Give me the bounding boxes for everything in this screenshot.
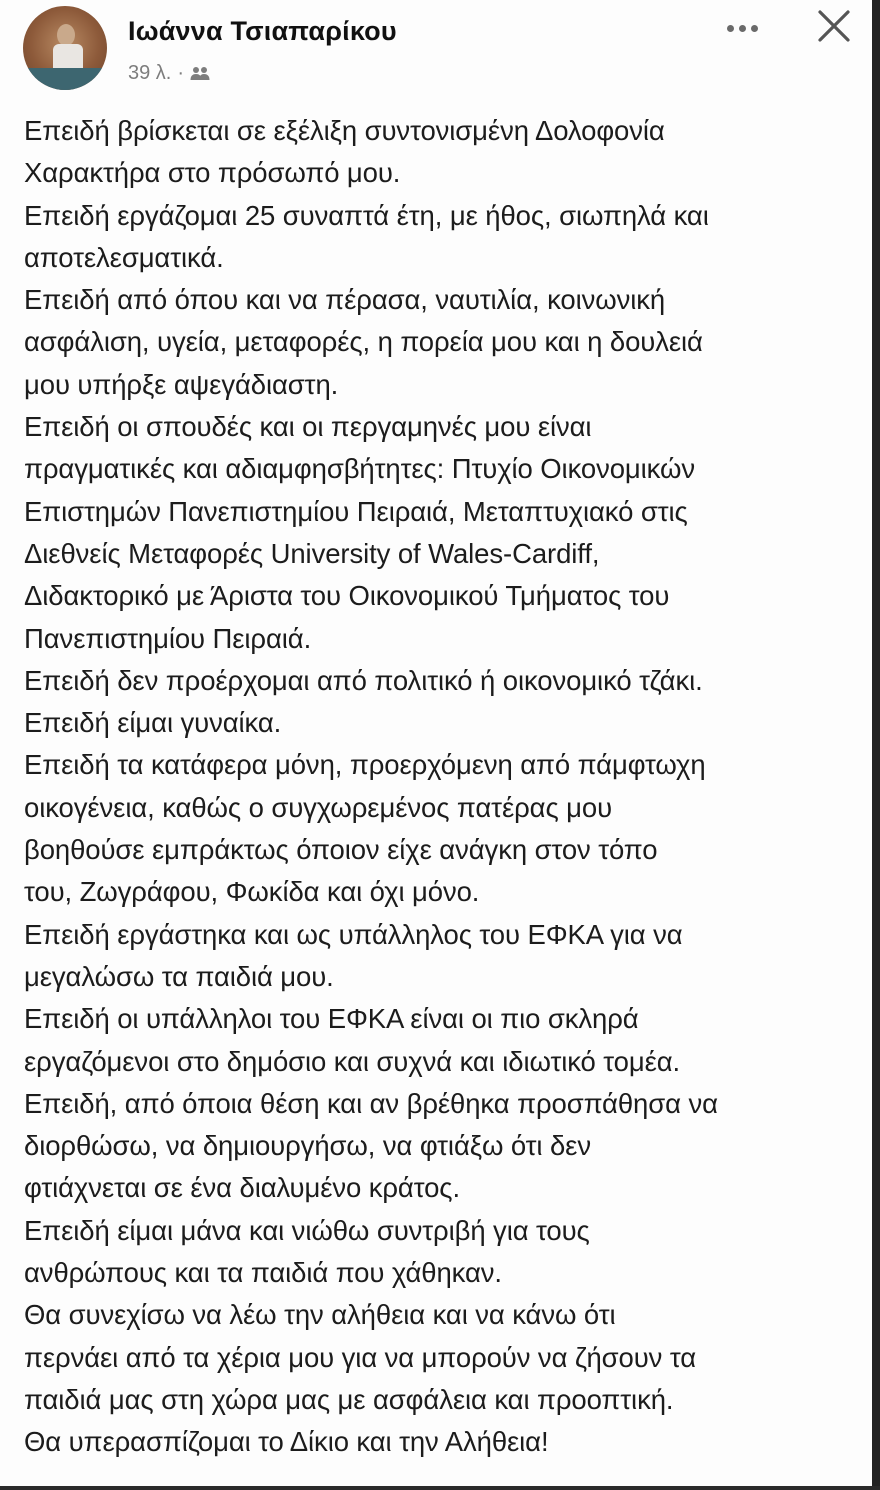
- avatar-desk-shape: [23, 68, 107, 90]
- post-text-line: πραγματικές και αδιαμφησβήτητες: Πτυχίο Οικονομικών: [24, 453, 696, 485]
- post-text-line: φτιάχνεται σε ένα διαλυμένο κράτος.: [24, 1172, 460, 1204]
- author-avatar[interactable]: [23, 6, 107, 90]
- post-text-line: διορθώσω, να δημιουργήσω, να φτιάξω ότι δεν: [24, 1130, 591, 1162]
- post-text-line: ασφάλιση, υγεία, μεταφορές, η πορεία μου και η δουλειά: [24, 326, 703, 358]
- window-edge-right: [872, 0, 880, 1490]
- more-horizontal-icon-dot: [751, 25, 758, 32]
- more-options-button[interactable]: [718, 18, 766, 38]
- post-text-line: Επειδή από όπου και να πέρασα, ναυτιλία, κοινωνική: [24, 284, 666, 316]
- post-text-line: παιδιά μας στη χώρα μας με ασφάλεια και προοπτική.: [24, 1383, 674, 1415]
- avatar-head-shape: [57, 24, 75, 46]
- post-text-line: αποτελεσματικά.: [24, 241, 224, 273]
- post-text-line: ανθρώπους και τα παιδιά που χάθηκαν.: [24, 1257, 502, 1289]
- post-text-line: εργαζόμενοι στο δημόσιο και συχνά και ιδιωτικό τομέα.: [24, 1045, 681, 1077]
- post-text-line: Χαρακτήρα στο πρόσωπό μου.: [24, 157, 401, 189]
- more-horizontal-icon-dot: [727, 25, 734, 32]
- post-text-line: Επειδή οι υπάλληλοι του ΕΦΚΑ είναι οι πιο σκληρά: [24, 1003, 639, 1035]
- meta-separator: ·: [177, 62, 185, 84]
- post-text-line: βοηθούσε εμπράκτως όποιον είχε ανάγκη στον τόπο: [24, 834, 658, 866]
- post-text-line: Διεθνείς Μεταφορές University of Wales-Cardiff,: [24, 537, 600, 569]
- post-text-line: Πανεπιστημίου Πειραιά.: [24, 622, 312, 654]
- post-text-line: μεγαλώσω τα παιδιά μου.: [24, 960, 334, 992]
- post-meta: [128, 62, 210, 85]
- post-text-line: Επειδή είμαι γυναίκα.: [24, 707, 282, 739]
- author-name[interactable]: Ιωάννα Τσιαπαρίκου: [128, 16, 397, 46]
- post-text-line: Διδακτορικό με Άριστα του Οικονομικού Τμήματος του: [24, 580, 670, 612]
- post-text-line: του, Ζωγράφου, Φωκίδα και όχι μόνο.: [24, 876, 480, 908]
- post-text-line: Επειδή οι σπουδές και οι περγαμηνές μου είναι: [24, 411, 592, 443]
- post-body-text: [24, 110, 854, 1464]
- post-text-line: Θα συνεχίσω να λέω την αλήθεια και να κάνω ότι: [24, 1299, 616, 1331]
- post-timestamp[interactable]: 39 λ.: [128, 62, 172, 84]
- post-text-line: περνάει από τα χέρια μου για να μπορούν να ζήσουν τα: [24, 1341, 697, 1373]
- close-icon: [812, 6, 856, 46]
- close-button[interactable]: [812, 6, 856, 46]
- post-text-line: μου υπήρξε αψεγάδιαστη.: [24, 368, 339, 400]
- window-edge-bottom: [0, 1486, 880, 1490]
- post-text-line: Θα υπερασπίζομαι το Δίκιο και την Αλήθεια!: [24, 1426, 549, 1458]
- post-text-line: Επειδή εργάστηκα και ως υπάλληλος του ΕΦΚΑ για να: [24, 918, 683, 950]
- more-horizontal-icon-dot: [739, 25, 746, 32]
- post-text-line: Επειδή δεν προέρχομαι από πολιτικό ή οικονομικό τζάκι.: [24, 664, 703, 696]
- post-text-line: Επιστημών Πανεπιστημίου Πειραιά, Μεταπτυχιακό στις: [24, 495, 688, 527]
- post-text-line: Επειδή, από όποια θέση και αν βρέθηκα προσπάθησα να: [24, 1087, 718, 1119]
- post-text-line: Επειδή βρίσκεται σε εξέλιξη συντονισμένη Δολοφονία: [24, 115, 665, 146]
- post-text-line: Επειδή εργάζομαι 25 συναπτά έτη, με ήθος, σιωπηλά και: [24, 199, 709, 231]
- post-text-line: Επειδή τα κατάφερα μόνη, προερχόμενη από πάμφτωχη: [24, 749, 706, 781]
- post-text-line: Επειδή είμαι μάνα και νιώθω συντριβή για τους: [24, 1214, 590, 1246]
- friends-icon[interactable]: [190, 66, 210, 82]
- post-text-line: οικογένεια, καθώς ο συγχωρεμένος πατέρας μου: [24, 791, 613, 823]
